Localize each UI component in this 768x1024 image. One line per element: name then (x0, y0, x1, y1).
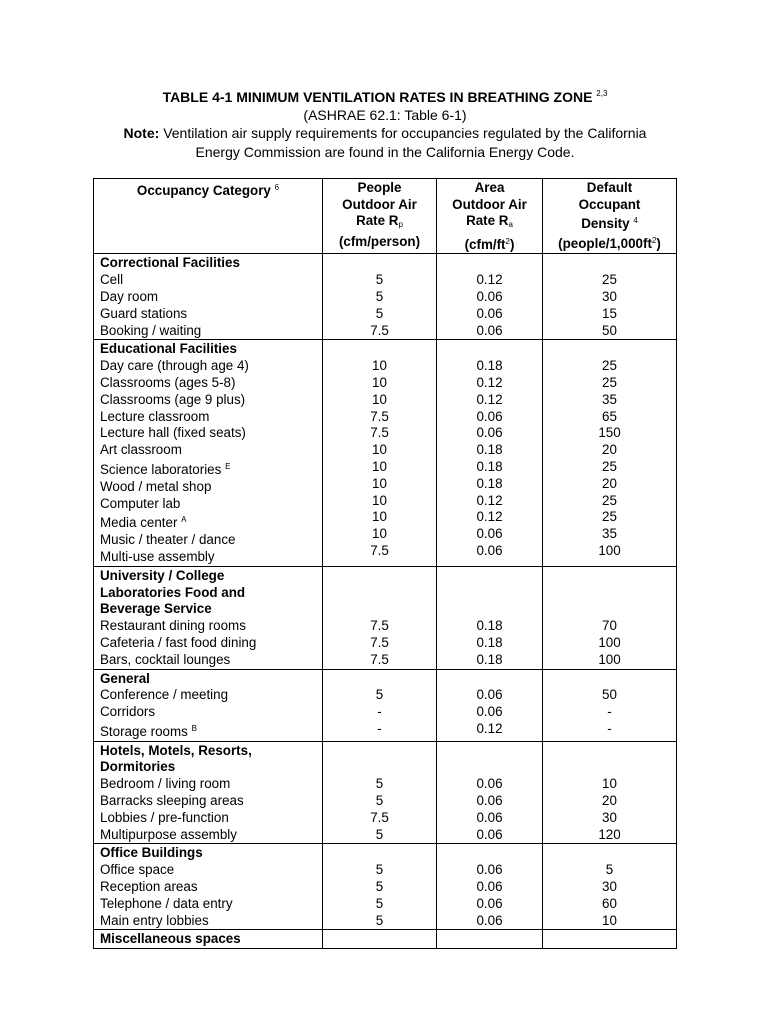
area-value: 0.06 (476, 687, 503, 703)
ventilation-table (93, 178, 677, 949)
density-value: 35 (602, 526, 617, 542)
people-value: 5 (375, 879, 384, 895)
people-value: 5 (375, 687, 384, 703)
occupancy-name-text: Day room (100, 288, 159, 304)
density-value: 50 (602, 687, 617, 703)
area-value: 0.06 (476, 862, 503, 878)
area-value: 0.06 (476, 879, 503, 895)
occupancy-names-cell (94, 340, 323, 566)
document-header (60, 85, 710, 162)
category-heading: Educational Facilities (100, 341, 237, 357)
people-value: 5 (375, 793, 384, 809)
people-value: 5 (375, 912, 384, 928)
area-value: 0.06 (476, 704, 503, 720)
area-value: 0.06 (476, 895, 503, 911)
area-value: 0.12 (476, 492, 503, 508)
people-rate-cell (323, 566, 437, 669)
category-heading: University / College (100, 567, 225, 583)
occupancy-name-text: Restaurant dining rooms (100, 618, 246, 634)
occupancy-names-cell (94, 741, 323, 844)
area-value: 0.06 (476, 322, 503, 338)
header-area-rate: Area Outdoor Air Rate $R_a$ $(cfm/ft^2)$ (437, 179, 543, 254)
occupancy-name-text: Office space (100, 862, 175, 878)
people-value: 10 (372, 492, 387, 508)
area-rate-cell (437, 669, 543, 741)
table-body (94, 254, 677, 949)
category-heading: Office Buildings (100, 845, 203, 861)
density-value: 25 (602, 272, 617, 288)
area-value: 0.12 (476, 391, 503, 407)
occupancy-name (100, 409, 322, 426)
table-group-row (94, 930, 677, 949)
occupancy-name (100, 532, 322, 549)
occupancy-name-text: Classrooms (age 9 plus) (100, 391, 246, 407)
occupancy-name (100, 358, 322, 375)
table-subtitle: (ASHRAE 62.1: Table 6-1) (303, 107, 467, 123)
table-group-row (94, 566, 677, 669)
area-value: 0.18 (476, 475, 503, 491)
occupancy-name (100, 635, 322, 652)
occupancy-name (100, 793, 322, 810)
density-value: 100 (598, 651, 621, 667)
people-rate-cell (323, 930, 437, 949)
occupancy-names-cell (94, 566, 323, 669)
occupancy-names-cell (94, 844, 323, 930)
category-heading: Dormitories (100, 759, 176, 775)
occupancy-name (100, 618, 322, 635)
occupancy-names-cell (94, 930, 323, 949)
area-value: 0.18 (476, 651, 503, 667)
people-value: 10 (372, 458, 387, 474)
density-value: 100 (598, 542, 621, 558)
density-value: 10 (602, 912, 617, 928)
density-value: - (607, 720, 612, 736)
occupancy-name (100, 913, 322, 930)
category-heading: General (100, 670, 150, 686)
density-cell (543, 844, 677, 930)
occupancy-name (100, 425, 322, 442)
density-value: 100 (598, 634, 621, 650)
people-value: 7.5 (370, 542, 389, 558)
occupancy-name (100, 496, 322, 513)
note-line-2: Energy Commission are found in the California Energy Code. (195, 144, 575, 160)
occupancy-name-text: Bars, cocktail lounges (100, 651, 231, 667)
footnote-marker: A (181, 515, 187, 525)
density-cell (543, 254, 677, 340)
occupancy-name-text: Science laboratories (100, 461, 222, 477)
table-group-row (94, 844, 677, 930)
occupancy-name-text: Wood / metal shop (100, 478, 212, 494)
occupancy-name-text: Telephone / data entry (100, 895, 233, 911)
people-rate-cell (323, 254, 437, 340)
occupancy-name (100, 776, 322, 793)
area-value: 0.18 (476, 634, 503, 650)
table-title: TABLE 4-1 MINIMUM VENTILATION RATES IN BREATHING ZONE $^{2,3}$ (162, 89, 608, 105)
note-label: Note: (123, 125, 160, 141)
occupancy-name (100, 879, 322, 896)
people-value: 10 (372, 391, 387, 407)
people-value: - (377, 704, 382, 720)
density-value: 25 (602, 358, 617, 374)
category-heading: Correctional Facilities (100, 255, 240, 271)
occupancy-name (100, 652, 322, 669)
area-value: 0.06 (476, 826, 503, 842)
occupancy-name-text: Lobbies / pre-function (100, 809, 229, 825)
density-value: 20 (602, 475, 617, 491)
occupancy-name (100, 862, 322, 879)
density-value: 10 (602, 776, 617, 792)
footnote-marker: B (191, 723, 197, 733)
density-value: 35 (602, 391, 617, 407)
area-value: 0.18 (476, 618, 503, 634)
occupancy-name-text: Conference / meeting (100, 687, 229, 703)
category-heading: Beverage Service (100, 601, 212, 617)
people-value: 5 (375, 895, 384, 911)
density-value: 30 (602, 809, 617, 825)
people-value: 5 (375, 862, 384, 878)
people-value: 5 (375, 288, 384, 304)
occupancy-name-text: Music / theater / dance (100, 532, 236, 548)
density-value: 70 (602, 618, 617, 634)
table-group-row (94, 254, 677, 340)
occupancy-name-text: Classrooms (ages 5-8) (100, 374, 236, 390)
title-footnote: 2,3 (596, 89, 608, 98)
density-value: 65 (602, 408, 617, 424)
occupancy-name (100, 479, 322, 496)
people-value: 7.5 (370, 408, 389, 424)
occupancy-name (100, 459, 322, 479)
density-value: 120 (598, 826, 621, 842)
area-value: 0.12 (476, 272, 503, 288)
density-value: - (607, 704, 612, 720)
occupancy-name-text: Booking / waiting (100, 322, 202, 338)
note (60, 124, 710, 162)
people-value: 7.5 (370, 618, 389, 634)
density-cell (543, 340, 677, 566)
area-value: 0.12 (476, 509, 503, 525)
density-value: 150 (598, 425, 621, 441)
occupancy-name-text: Computer lab (100, 495, 181, 511)
area-rate-cell (437, 254, 543, 340)
density-value: 15 (602, 305, 617, 321)
occupancy-name-text: Barracks sleeping areas (100, 793, 244, 809)
area-rate-cell (437, 340, 543, 566)
header-occupancy-category: Occupancy Category $^6$ (94, 179, 323, 254)
header-people-rate: People Outdoor Air Rate $R_p$ (cfm/person) (323, 179, 437, 254)
occupancy-name (100, 549, 322, 566)
occupancy-name-text: Bedroom / living room (100, 776, 231, 792)
occupancy-names-cell (94, 669, 323, 741)
occupancy-name-text: Multi-use assembly (100, 548, 215, 564)
people-value: 10 (372, 475, 387, 491)
people-rate-cell (323, 741, 437, 844)
occupancy-name (100, 289, 322, 306)
occupancy-name (100, 442, 322, 459)
occupancy-name (100, 896, 322, 913)
people-value: 7.5 (370, 809, 389, 825)
people-rate-cell (323, 844, 437, 930)
people-value: 5 (375, 776, 384, 792)
occupancy-name-text: Lecture classroom (100, 408, 210, 424)
area-value: 0.06 (476, 305, 503, 321)
density-value: 25 (602, 509, 617, 525)
occupancy-name-text: Cell (100, 272, 124, 288)
table-group-row (94, 669, 677, 741)
people-value: 10 (372, 526, 387, 542)
occupancy-name-text: Corridors (100, 704, 156, 720)
area-value: 0.06 (476, 912, 503, 928)
density-value: 20 (602, 442, 617, 458)
area-rate-cell (437, 566, 543, 669)
occupancy-name-text: Day care (through age 4) (100, 358, 249, 374)
occupancy-name-text: Storage rooms (100, 723, 188, 739)
occupancy-name-text: Main entry lobbies (100, 912, 209, 928)
people-value: 7.5 (370, 425, 389, 441)
density-value: 30 (602, 288, 617, 304)
density-value: 5 (605, 862, 614, 878)
occupancy-name (100, 306, 322, 323)
area-value: 0.18 (476, 458, 503, 474)
occupancy-name-text: Multipurpose assembly (100, 826, 237, 842)
area-value: 0.06 (476, 776, 503, 792)
area-value: 0.06 (476, 809, 503, 825)
people-value: 7.5 (370, 634, 389, 650)
occupancy-name-text: Lecture hall (fixed seats) (100, 425, 246, 441)
density-cell (543, 669, 677, 741)
density-value: 50 (602, 322, 617, 338)
people-value: 10 (372, 509, 387, 525)
area-value: 0.12 (476, 374, 503, 390)
area-value: 0.18 (476, 358, 503, 374)
table-group-row (94, 741, 677, 844)
people-value: 7.5 (370, 651, 389, 667)
footnote-marker: E (225, 461, 231, 471)
occupancy-name (100, 810, 322, 827)
category-heading: Hotels, Motels, Resorts, (100, 742, 252, 758)
area-rate-cell (437, 844, 543, 930)
density-value: 25 (602, 492, 617, 508)
area-value: 0.12 (476, 720, 503, 736)
occupancy-name (100, 827, 322, 844)
density-value: 20 (602, 793, 617, 809)
density-cell (543, 741, 677, 844)
occupancy-names-cell (94, 254, 323, 340)
area-value: 0.06 (476, 542, 503, 558)
people-value: 10 (372, 374, 387, 390)
note-line-1: Ventilation air supply requirements for occupancies regulated by the California (163, 125, 647, 141)
occupancy-name-text: Media center (100, 515, 178, 531)
area-value: 0.06 (476, 408, 503, 424)
area-value: 0.06 (476, 288, 503, 304)
occupancy-name-text: Cafeteria / fast food dining (100, 634, 257, 650)
density-cell (543, 930, 677, 949)
people-value: 5 (375, 826, 384, 842)
header-row (94, 179, 677, 254)
occupancy-name (100, 323, 322, 340)
occupancy-name (100, 704, 322, 721)
area-value: 0.06 (476, 425, 503, 441)
occupancy-name-text: Art classroom (100, 442, 182, 458)
people-rate-cell (323, 340, 437, 566)
table-group-row (94, 340, 677, 566)
density-value: 25 (602, 374, 617, 390)
people-rate-cell (323, 669, 437, 741)
area-value: 0.06 (476, 793, 503, 809)
people-value: 5 (375, 305, 384, 321)
people-value: - (377, 720, 382, 736)
occupancy-name (100, 687, 322, 704)
density-cell (543, 566, 677, 669)
people-value: 7.5 (370, 322, 389, 338)
category-heading: Laboratories Food and (100, 584, 246, 600)
occupancy-name-text: Reception areas (100, 879, 198, 895)
occupancy-name (100, 721, 322, 741)
area-rate-cell (437, 741, 543, 844)
occupancy-name (100, 272, 322, 289)
category-heading: Miscellaneous spaces (100, 931, 241, 947)
area-value: 0.18 (476, 442, 503, 458)
people-value: 5 (375, 272, 384, 288)
density-value: 60 (602, 895, 617, 911)
density-value: 25 (602, 458, 617, 474)
occupancy-name-text: Guard stations (100, 305, 188, 321)
people-value: 10 (372, 442, 387, 458)
area-value: 0.06 (476, 526, 503, 542)
header-default-density: Default Occupant Density $^4$ $(people/1,000ft^2)$ (543, 179, 677, 254)
occupancy-name (100, 392, 322, 409)
occupancy-name (100, 512, 322, 532)
density-value: 30 (602, 879, 617, 895)
occupancy-name (100, 375, 322, 392)
area-rate-cell (437, 930, 543, 949)
people-value: 10 (372, 358, 387, 374)
